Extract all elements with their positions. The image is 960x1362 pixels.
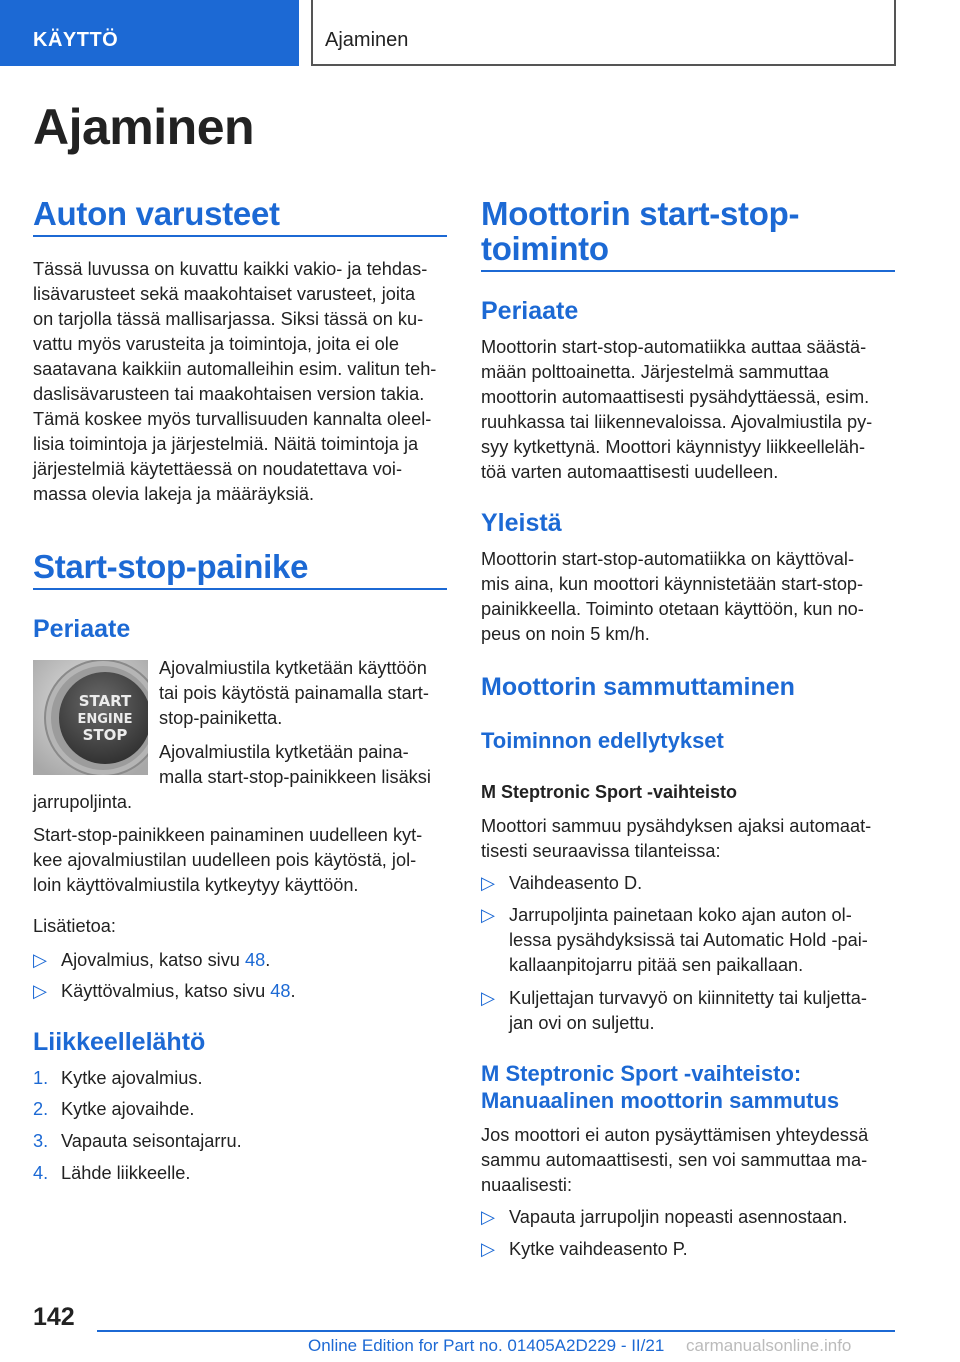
page-number: 142: [33, 1303, 75, 1331]
reference-text: Ajovalmius, katso sivu: [61, 950, 245, 970]
text-line: painikkeella. Toiminto otetaan käyttöön, kun no‐: [481, 599, 864, 619]
heading-start-stop-painike: Start-stop-painike: [33, 548, 309, 585]
heading-moottorin-start-stop-line2: toiminto: [481, 230, 609, 267]
text-line: on tarjolla tässä mallisarjassa. Siksi tässä on ku‐: [33, 309, 424, 329]
heading-rule: [33, 235, 447, 237]
text-line: jarrupoljinta.: [33, 792, 133, 812]
step-text: Kytke ajovaihde.: [61, 1099, 195, 1119]
text-line: peus on noin 5 km/h.: [481, 624, 650, 644]
heading-periaate-right: Periaate: [481, 297, 579, 325]
watermark: carmanualsonline.info: [686, 1336, 852, 1355]
text-line: lisävarusteet sekä maakohtaiset varusteet, joita: [33, 284, 416, 304]
triangle-bullet-icon: ▷: [481, 873, 495, 893]
heading-rule: [33, 588, 447, 590]
step-text: Lähde liikkeelle.: [61, 1163, 191, 1183]
footer-edition: Online Edition for Part no. 01405A2D229 - II/21: [308, 1336, 665, 1355]
condition-text: lessa pysähdyksissä tai Automatic Hold -pai‐: [509, 930, 868, 950]
condition-item: [481, 871, 895, 897]
step-item: [33, 1066, 447, 1092]
triangle-bullet-icon: ▷: [481, 1207, 495, 1227]
triangle-bullet-icon: ▷: [33, 981, 47, 1001]
condition-item: [481, 903, 895, 981]
button-text-start: START: [78, 692, 132, 710]
lisatietoa-label: Lisätietoa:: [33, 916, 116, 936]
text-line: tai pois käytöstä painamalla start-: [159, 683, 429, 703]
manual-step-text: Kytke vaihdeasento P.: [509, 1239, 688, 1259]
text-line: töä varten automaattisesti uudelleen.: [481, 462, 779, 482]
reference-item: [33, 948, 447, 974]
text-line: saatavana kaikkiin automalleihin esim. valitun teh‐: [33, 359, 437, 379]
triangle-bullet-icon: ▷: [33, 950, 47, 970]
text-line: Ajovalmiustila kytketään käyttöön: [159, 658, 427, 678]
condition-item: [481, 986, 895, 1038]
heading-moottorin-sammuttaminen: Moottorin sammuttaminen: [481, 673, 795, 701]
step-item: [33, 1097, 447, 1123]
step-number: 4.: [33, 1163, 49, 1183]
text-line: Ajovalmiustila kytketään paina‐: [159, 742, 409, 762]
heading-liikkeellelahto: Liikkeellelähtö: [33, 1028, 206, 1056]
text-line: syy kytkettynä. Moottori käynnistyy liikkeelleläh‐: [481, 437, 866, 457]
heading-auton-varusteet: Auton varusteet: [33, 195, 280, 232]
text-line: sammu automaattisesti, sen voi sammuttaa ma‐: [481, 1150, 868, 1170]
page-link-48[interactable]: 48: [270, 981, 291, 1001]
step-text: Kytke ajovalmius.: [61, 1068, 203, 1088]
chapter-tab: [311, 0, 896, 66]
heading-toiminnon-edellytykset: Toiminnon edellytykset: [481, 728, 724, 753]
text-line: Start-stop-painikkeen painaminen uudelleen kyt‐: [33, 825, 423, 845]
text-line: mis aina, kun moottori käynnistetään start-stop-: [481, 574, 864, 594]
condition-text: kallaanpitojarru pitää sen paikallaan.: [509, 955, 804, 975]
heading-moottorin-start-stop-line1: Moottorin start-stop-: [481, 195, 800, 232]
text-line: Jos moottori ei auton pysäyttämisen yhteydessä: [481, 1125, 869, 1145]
button-text-stop: STOP: [82, 726, 128, 744]
step-number: 3.: [33, 1131, 49, 1151]
page-link-48[interactable]: 48: [244, 950, 266, 970]
heading-m-steptronic: M Steptronic Sport -vaihteisto: [481, 782, 738, 802]
text-line: tisesti seuraavissa tilanteissa:: [481, 841, 721, 861]
section-label: KÄYTTÖ: [33, 29, 119, 51]
text-line: moottorin automaattisesti pysähdyttäessä, esim.: [481, 387, 870, 407]
footer-rule: [97, 1330, 895, 1332]
text-line: nuaalisesti:: [481, 1175, 572, 1195]
chapter-label: Ajaminen: [325, 29, 409, 51]
condition-text: Kuljettajan turvavyö on kiinnitetty tai kuljetta‐: [509, 988, 867, 1008]
text-line: Moottori sammuu pysähdyksen ajaksi automaat‐: [481, 816, 872, 836]
text-line: Tämä koskee myös turvallisuuden kannalta oleel‐: [33, 409, 432, 429]
text-line: Tässä luvussa on kuvattu kaikki vakio- ja tehdas‐: [33, 259, 428, 279]
heading-periaate-left: Periaate: [33, 615, 131, 643]
triangle-bullet-icon: ▷: [481, 905, 495, 925]
text-line: daslisävarusteen tai maakohtaisen version takia.: [33, 384, 425, 404]
text-line: malla start-stop-painikkeen lisäksi: [159, 767, 431, 787]
condition-text: Jarrupoljinta painetaan koko ajan auton ol‐: [509, 905, 852, 925]
text-line: loin käyttövalmiustila kytkeytyy käyttöön.: [33, 875, 359, 895]
condition-text: Vaihdeasento D.: [509, 873, 643, 893]
start-engine-stop-button-image: [33, 660, 148, 775]
triangle-bullet-icon: ▷: [481, 988, 495, 1008]
text-line: stop-painiketta.: [159, 708, 283, 728]
text-line: mään polttoainetta. Järjestelmä sammuttaa: [481, 362, 829, 382]
step-number: 2.: [33, 1099, 49, 1119]
heading-yleista: Yleistä: [481, 509, 562, 537]
text-line: järjestelmiä käytettäessä on noudatettava voi‐: [33, 459, 403, 479]
heading-manual-line2: Manuaalinen moottorin sammutus: [481, 1088, 840, 1113]
text-line: massa olevia lakeja ja määräyksiä.: [33, 484, 315, 504]
step-number: 1.: [33, 1068, 49, 1088]
reference-item: [33, 979, 447, 1005]
heading-rule: [481, 270, 895, 272]
reference-end: .: [265, 950, 271, 970]
text-line: ruuhkassa tai liikennevaloissa. Ajovalmiustila py‐: [481, 412, 873, 432]
manual-step-item: [481, 1205, 895, 1231]
text-line: kee ajovalmiustilan uudelleen pois käytöstä, jol‐: [33, 850, 417, 870]
start-button-icon: [33, 660, 148, 775]
page-header: [0, 0, 960, 66]
triangle-bullet-icon: ▷: [481, 1239, 495, 1259]
reference-end: .: [290, 981, 296, 1001]
text-line: lisia toimintoja ja järjestelmiä. Näitä toimintoja ja: [33, 434, 419, 454]
step-item: [33, 1161, 447, 1187]
step-text: Vapauta seisontajarru.: [61, 1131, 242, 1151]
page-title: Ajaminen: [33, 99, 255, 155]
button-text-engine: ENGINE: [77, 712, 133, 727]
manual-step-text: Vapauta jarrupoljin nopeasti asennostaan.: [509, 1207, 848, 1227]
manual-step-item: [481, 1237, 895, 1263]
reference-text: Käyttövalmius, katso sivu: [61, 981, 271, 1001]
step-item: [33, 1129, 447, 1155]
heading-manual-line1: M Steptronic Sport -vaihteisto:: [481, 1061, 802, 1086]
text-line: vattu myös varusteita ja toimintoja, joita ei ole: [33, 334, 399, 354]
section-tab: [0, 0, 299, 66]
condition-text: jan ovi on suljettu.: [509, 1013, 655, 1033]
text-line: Moottorin start-stop-automatiikka auttaa säästä‐: [481, 337, 867, 357]
text-line: Moottorin start-stop-automatiikka on käyttöval‐: [481, 549, 854, 569]
